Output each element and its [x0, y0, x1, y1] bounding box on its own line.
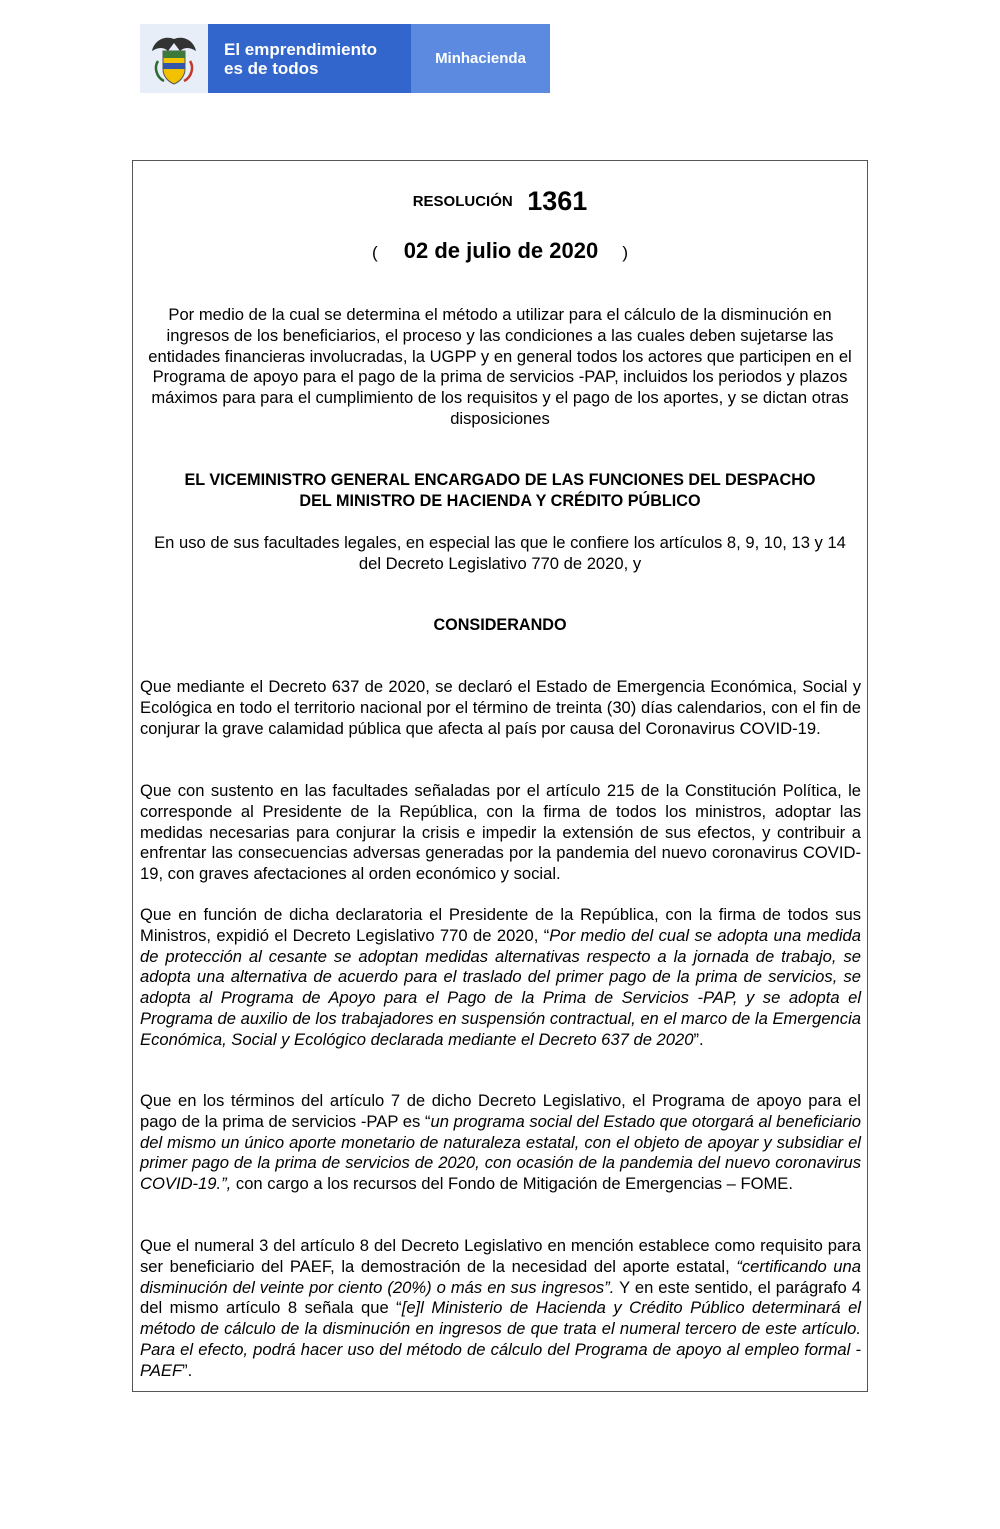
paragraph-5-close: ”.: [182, 1360, 193, 1380]
paren-close: ): [622, 243, 629, 262]
coat-of-arms-icon: [140, 24, 208, 93]
paragraph-5: [140, 1236, 861, 1382]
resolution-date: 02 de julio de 2020: [403, 238, 599, 263]
paragraph-3-quote: Por medio del cual se adopta una medida de protección al cesante se adoptan medidas alternativas respecto a la jornada de trabajo, se adopta una alternativa de acuerdo para el traslado del primer pago de la prima de servicios, se adopta al Programa de Apoyo para el Pago de la Prima de Servicios -PAP, y se adopta el Programa de auxilio de los trabajadores en suspensión contractual, en el marco de la Emergencia Económica, Social y Ecológico declarada mediante el Decreto 637 de 2020: [140, 925, 861, 1049]
slogan-line-2: es de todos: [224, 58, 319, 78]
paragraph-5-quote-1: “certificando una disminución del veinte por ciento (20%) o más en sus ingresos”.: [140, 1256, 861, 1297]
paragraph-3: [140, 905, 861, 1051]
paragraph-4: [140, 1091, 861, 1195]
slogan-line-1: El emprendimiento: [224, 39, 378, 59]
paragraph-3-intro: Que en función de dicha declaratoria el Presidente de la República, con la firma de todos sus Ministros, expidió el Decreto Legislativo 770 de 2020, “: [140, 905, 861, 945]
legal-powers: En uso de sus facultades legales, en especial las que le confiere los artículos 8, 9, 10, 13 y 14 del Decreto Legislativo 770 de 2020, y: [154, 533, 846, 573]
authority-heading: [140, 470, 860, 512]
paragraph-2: Que con sustento en las facultades señaladas por el artículo 215 de la Constitución Política, le corresponde al Presidente de la República, con la firma de todos los ministros, adoptar las medidas necesarias para conjurar la crisis e impedir la extensión de sus efectos, y contribuir a enfrentar las consecuencias adversas generadas por la pandemia del nuevo coronavirus COVID-19, con graves afectaciones al orden económico y social.: [140, 781, 861, 884]
paren-open: (: [371, 243, 378, 262]
resolution-subject: Por medio de la cual se determina el método a utilizar para el cálculo de la disminución en ingresos de los beneficiarios, el proceso y las condiciones a las cuales deben sujetarse las entidades financieras involucradas, la UGPP y en general todos los actores que participen en el Programa de apoyo para el pago de la prima de servicios -PAP, incluidos los periodos y plazos máximos para para el cumplimiento de los requisitos y el pago de los aportes, y se dictan otras disposiciones: [148, 305, 852, 428]
paragraph-5-middle: Y en este sentido, el parágrafo 4 del mismo artículo 8 señala que “: [140, 1277, 861, 1318]
considering-heading: CONSIDERANDO: [433, 616, 567, 634]
resolution-label: RESOLUCIÓN: [412, 193, 513, 210]
resolution-date-row: [0, 238, 1000, 264]
slogan: [208, 24, 411, 93]
paragraph-3-close: ”.: [693, 1029, 704, 1049]
paragraph-4-intro: Que en los términos del artículo 7 de dicho Decreto Legislativo, el Programa de apoyo para el pago de la prima de servicios -PAP es “: [140, 1091, 861, 1131]
paragraph-5-intro: Que el numeral 3 del artículo 8 del Decreto Legislativo en mención establece como requisito para ser beneficiario del PAEF, la demostración de la necesidad del aporte estatal,: [140, 1236, 861, 1276]
ministry-logo: Minhacienda: [411, 24, 550, 93]
paragraph-4-quote: un programa social del Estado que otorgará al beneficiario del mismo un único aporte monetario de naturaleza estatal, con el objeto de apoyar y subsidiar el primer pago de la prima de servicios de 2020, con ocasión de la pandemia del nuevo coronavirus COVID-19.”,: [140, 1111, 861, 1194]
paragraph-4-close: con cargo a los recursos del Fondo de Mitigación de Emergencias – FOME.: [231, 1174, 793, 1194]
header-banner: [140, 24, 550, 93]
paragraph-1: Que mediante el Decreto 637 de 2020, se declaró el Estado de Emergencia Económica, Social y Ecológica en todo el territorio nacional por el término de treinta (30) días calendarios, con el fin de conjurar la grave calamidad pública que afecta al país por causa del Coronavirus COVID-19.: [140, 677, 861, 738]
authority-line-2: DEL MINISTRO DE HACIENDA Y CRÉDITO PÚBLICO: [299, 492, 701, 510]
resolution-number: 1361: [527, 186, 588, 216]
resolution-title: [0, 186, 1000, 217]
paragraph-5-quote-2: [e]l Ministerio de Hacienda y Crédito Público determinará el método de cálculo de la disminución en ingresos de que trata el numeral tercero de este artículo. Para el efecto, podrá hacer uso del método de cálculo del Programa de apoyo al empleo formal -PAEF: [140, 1298, 861, 1380]
authority-line-1: EL VICEMINISTRO GENERAL ENCARGADO DE LAS FUNCIONES DEL DESPACHO: [184, 471, 816, 489]
